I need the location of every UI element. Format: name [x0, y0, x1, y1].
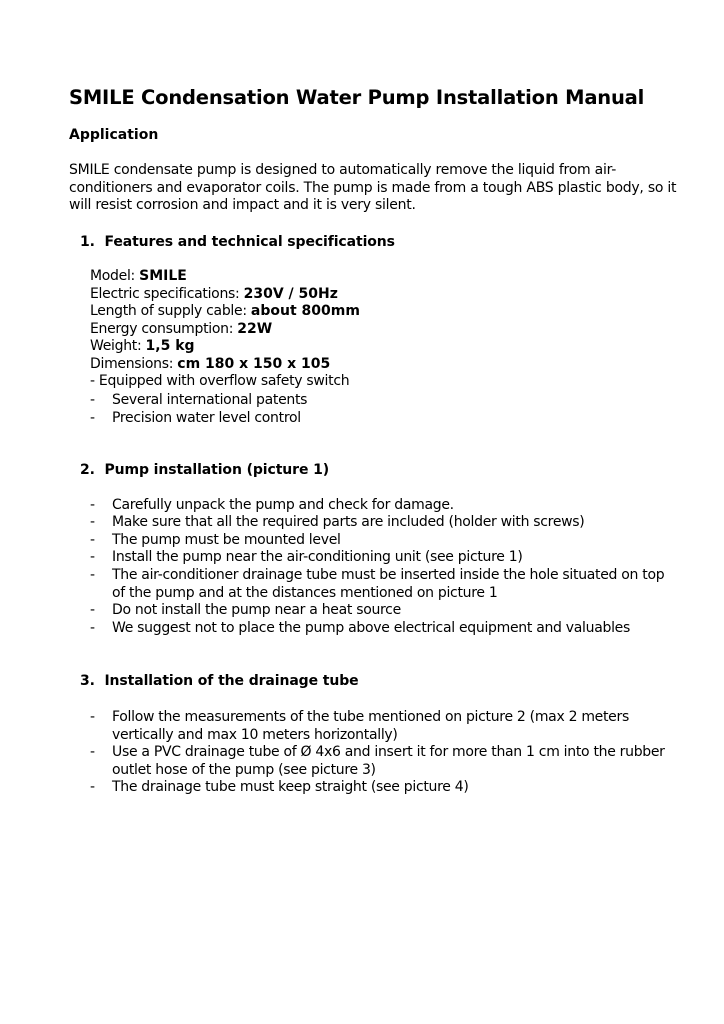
spec-cable-length: Length of supply cable: about 800mm: [90, 303, 360, 319]
section-1-heading: [80, 234, 395, 250]
list-item: The air-conditioner drainage tube must be inserted inside the hole situated on top of the pump and at the distances mentioned on picture 1: [112, 567, 665, 601]
section-title: Installation of the drainage tube: [104, 673, 359, 689]
spec-list: [90, 268, 360, 391]
section-3-heading: [80, 673, 359, 689]
bullet-dash: -: [90, 620, 96, 636]
bullet-dash: -: [90, 514, 96, 530]
paragraph-line: will resist corrosion and impact and it is very silent.: [69, 197, 416, 213]
list-item: The drainage tube must keep straight (see picture 4): [112, 779, 469, 795]
bullet-dash: -: [90, 709, 96, 725]
application-paragraph: [69, 162, 676, 215]
bullet-dash: -: [90, 392, 96, 408]
feature-level-control: Precision water level control: [112, 410, 301, 426]
spec-model: Model: SMILE: [90, 268, 187, 284]
bullet-dash: -: [90, 497, 96, 513]
bullet-dash: -: [90, 549, 96, 565]
list-item: Carefully unpack the pump and check for damage.: [112, 497, 454, 513]
list-item: The pump must be mounted level: [112, 532, 341, 548]
section-number: 1.: [80, 234, 95, 250]
spec-electric: Electric specifications: 230V / 50Hz: [90, 285, 338, 302]
bullet-dash: -: [90, 567, 96, 583]
bullet-dash: -: [90, 410, 96, 426]
bullet-dash: -: [90, 532, 96, 548]
application-heading: Application: [69, 127, 159, 143]
bullet-dash: -: [90, 779, 96, 795]
list-item: Do not install the pump near a heat source: [112, 602, 401, 618]
bullet-dash: -: [90, 744, 96, 760]
list-item: Follow the measurements of the tube mentioned on picture 2 (max 2 meters vertically and max 10 meters horizontally): [112, 709, 629, 743]
spec-energy: Energy consumption: 22W: [90, 320, 273, 337]
paragraph-line: conditioners and evaporator coils. The pump is made from a tough ABS plastic body, so it: [69, 179, 677, 196]
feature-patents: Several international patents: [112, 392, 308, 408]
list-item: We suggest not to place the pump above electrical equipment and valuables: [112, 620, 630, 636]
section-number: 2.: [80, 462, 95, 478]
list-item: Use a PVC drainage tube of Ø 4x6 and insert it for more than 1 cm into the rubber outlet hose of the pump (see picture 3): [112, 744, 665, 778]
section-number: 3.: [80, 673, 95, 689]
paragraph-line: SMILE condensate pump is designed to automatically remove the liquid from air-: [69, 162, 617, 178]
list-item: Make sure that all the required parts are included (holder with screws): [112, 514, 585, 530]
document-title: SMILE Condensation Water Pump Installation Manual: [69, 86, 645, 109]
section-title: Pump installation (picture 1): [104, 462, 330, 478]
spec-weight: Weight: 1,5 kg: [90, 338, 195, 354]
feature-overflow-switch: - Equipped with overflow safety switch: [90, 373, 350, 389]
list-item: Install the pump near the air-conditioning unit (see picture 1): [112, 549, 523, 565]
section-title: Features and technical specifications: [104, 234, 395, 250]
spec-dimensions: Dimensions: cm 180 x 150 x 105: [90, 355, 331, 372]
section-2-heading: [80, 462, 329, 478]
bullet-dash: -: [90, 602, 96, 618]
